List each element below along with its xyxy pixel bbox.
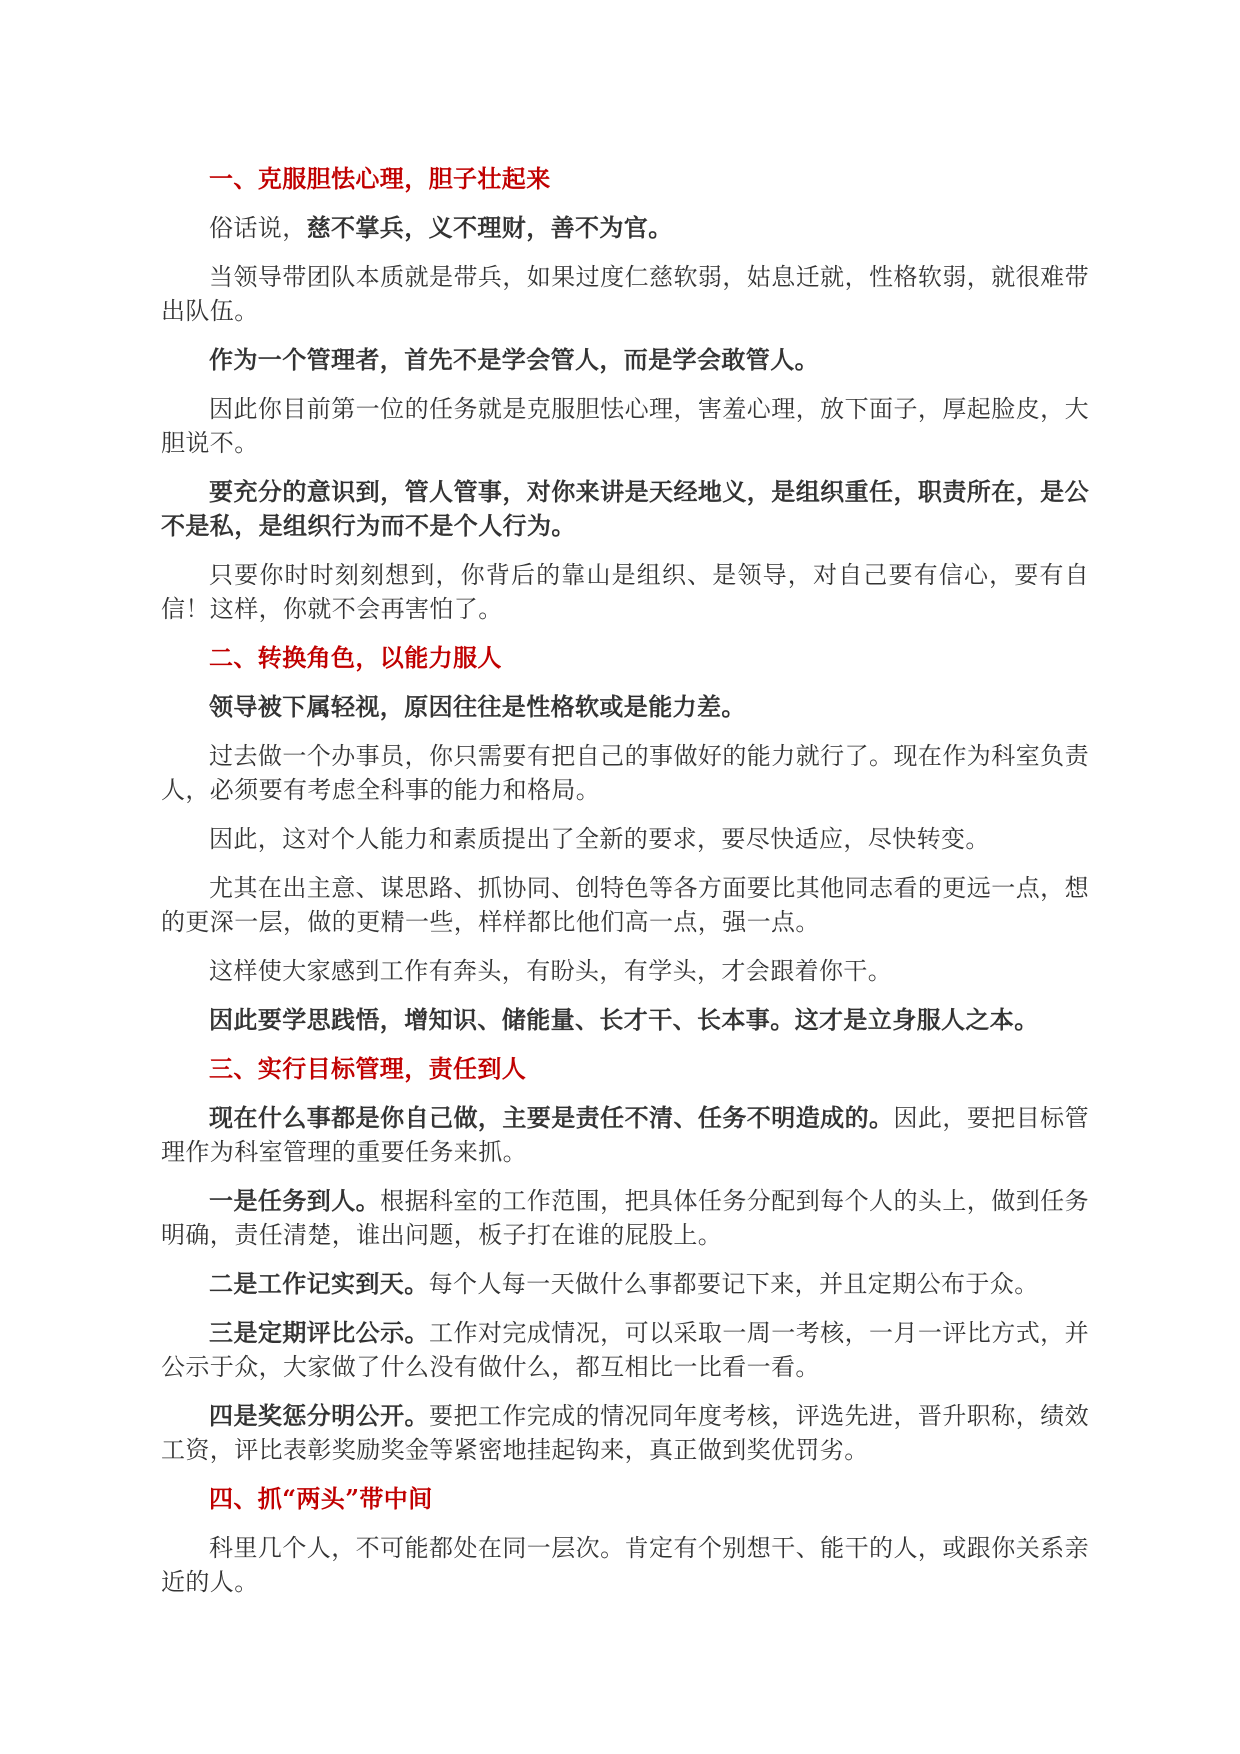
paragraph-emphasis: 作为一个管理者，首先不是学会管人，而是学会敢管人。 bbox=[209, 345, 819, 374]
paragraph: 这样使大家感到工作有奔头，有盼头，有学头，才会跟着你干。 bbox=[209, 957, 893, 985]
paragraph bbox=[161, 1101, 1089, 1169]
paragraph-emphasis: 因此要学思践悟，增知识、储能量、长才干、长本事。这才是立身服人之本。 bbox=[209, 1005, 1039, 1034]
paragraph-lead: 一是任务到人。 bbox=[209, 1186, 381, 1215]
paragraph-lead: 二是工作记实到天。 bbox=[209, 1269, 429, 1298]
section-heading-4: 四、抓“两头”带中间 bbox=[209, 1484, 433, 1513]
paragraph: 只要你时时刻刻想到，你背后的靠山是组织、是领导，对自己要有信心，要有自信！这样，你就不会再害怕了。 bbox=[161, 561, 1089, 623]
paragraph: 因此你目前第一位的任务就是克服胆怯心理，害羞心理，放下面子，厚起脸皮，大胆说不。 bbox=[161, 395, 1089, 457]
paragraph bbox=[161, 1267, 1089, 1301]
paragraph-emphasis: 要充分的意识到，管人管事，对你来讲是天经地义，是组织重任，职责所在，是公不是私，是组织行为而不是个人行为。 bbox=[161, 477, 1089, 540]
paragraph-lead: 俗话说， bbox=[209, 214, 307, 242]
paragraph bbox=[161, 1184, 1089, 1252]
paragraph-body: 因此，要把目标管理作为科室管理的重要任务来抓。 bbox=[161, 1104, 1090, 1166]
section-heading-1: 一、克服胆怯心理，胆子壮起来 bbox=[209, 164, 551, 193]
paragraph-lead: 三是定期评比公示。 bbox=[209, 1318, 430, 1347]
paragraph-body: 要把工作完成的情况同年度考核，评选先进，晋升职称，绩效工资，评比表彰奖励奖金等紧密地挂起钩来，真正做到奖优罚劣。 bbox=[161, 1402, 1089, 1464]
paragraph-lead: 四是奖惩分明公开。 bbox=[209, 1401, 430, 1430]
paragraph-body: 根据科室的工作范围，把具体任务分配到每个人的头上，做到任务明确，责任清楚，谁出问题，板子打在谁的屁股上。 bbox=[161, 1187, 1089, 1249]
paragraph: 科里几个人，不可能都处在同一层次。肯定有个别想干、能干的人，或跟你关系亲近的人。 bbox=[161, 1534, 1089, 1596]
paragraph bbox=[161, 211, 1089, 245]
paragraph bbox=[161, 1399, 1089, 1467]
section-heading-3: 三、实行目标管理，责任到人 bbox=[209, 1054, 527, 1083]
section-heading-2: 二、转换角色，以能力服人 bbox=[209, 643, 502, 672]
paragraph bbox=[161, 1316, 1089, 1384]
paragraph: 过去做一个办事员，你只需要有把自己的事做好的能力就行了。现在作为科室负责人，必须要有考虑全科事的能力和格局。 bbox=[161, 742, 1089, 804]
paragraph: 当领导带团队本质就是带兵，如果过度仁慈软弱，姑息迁就，性格软弱，就很难带出队伍。 bbox=[161, 263, 1089, 325]
paragraph-emphasis: 领导被下属轻视，原因往往是性格软或是能力差。 bbox=[209, 692, 746, 721]
paragraph-body: 每个人每一天做什么事都要记下来，并且定期公布于众。 bbox=[428, 1270, 1039, 1298]
paragraph: 尤其在出主意、谋思路、抓协同、创特色等各方面要比其他同志看的更远一点，想的更深一层，做的更精一些，样样都比他们高一点，强一点。 bbox=[161, 874, 1089, 936]
paragraph-bold: 慈不掌兵，义不理财，善不为官。 bbox=[306, 213, 673, 242]
paragraph-body: 工作对完成情况，可以采取一周一考核，一月一评比方式，并公示于众，大家做了什么没有做什么，都互相比一比看一看。 bbox=[161, 1319, 1089, 1381]
paragraph: 因此，这对个人能力和素质提出了全新的要求，要尽快适应，尽快转变。 bbox=[209, 825, 990, 853]
document-page bbox=[161, 162, 1089, 1599]
paragraph-lead: 现在什么事都是你自己做，主要是责任不清、任务不明造成的。 bbox=[209, 1103, 894, 1132]
